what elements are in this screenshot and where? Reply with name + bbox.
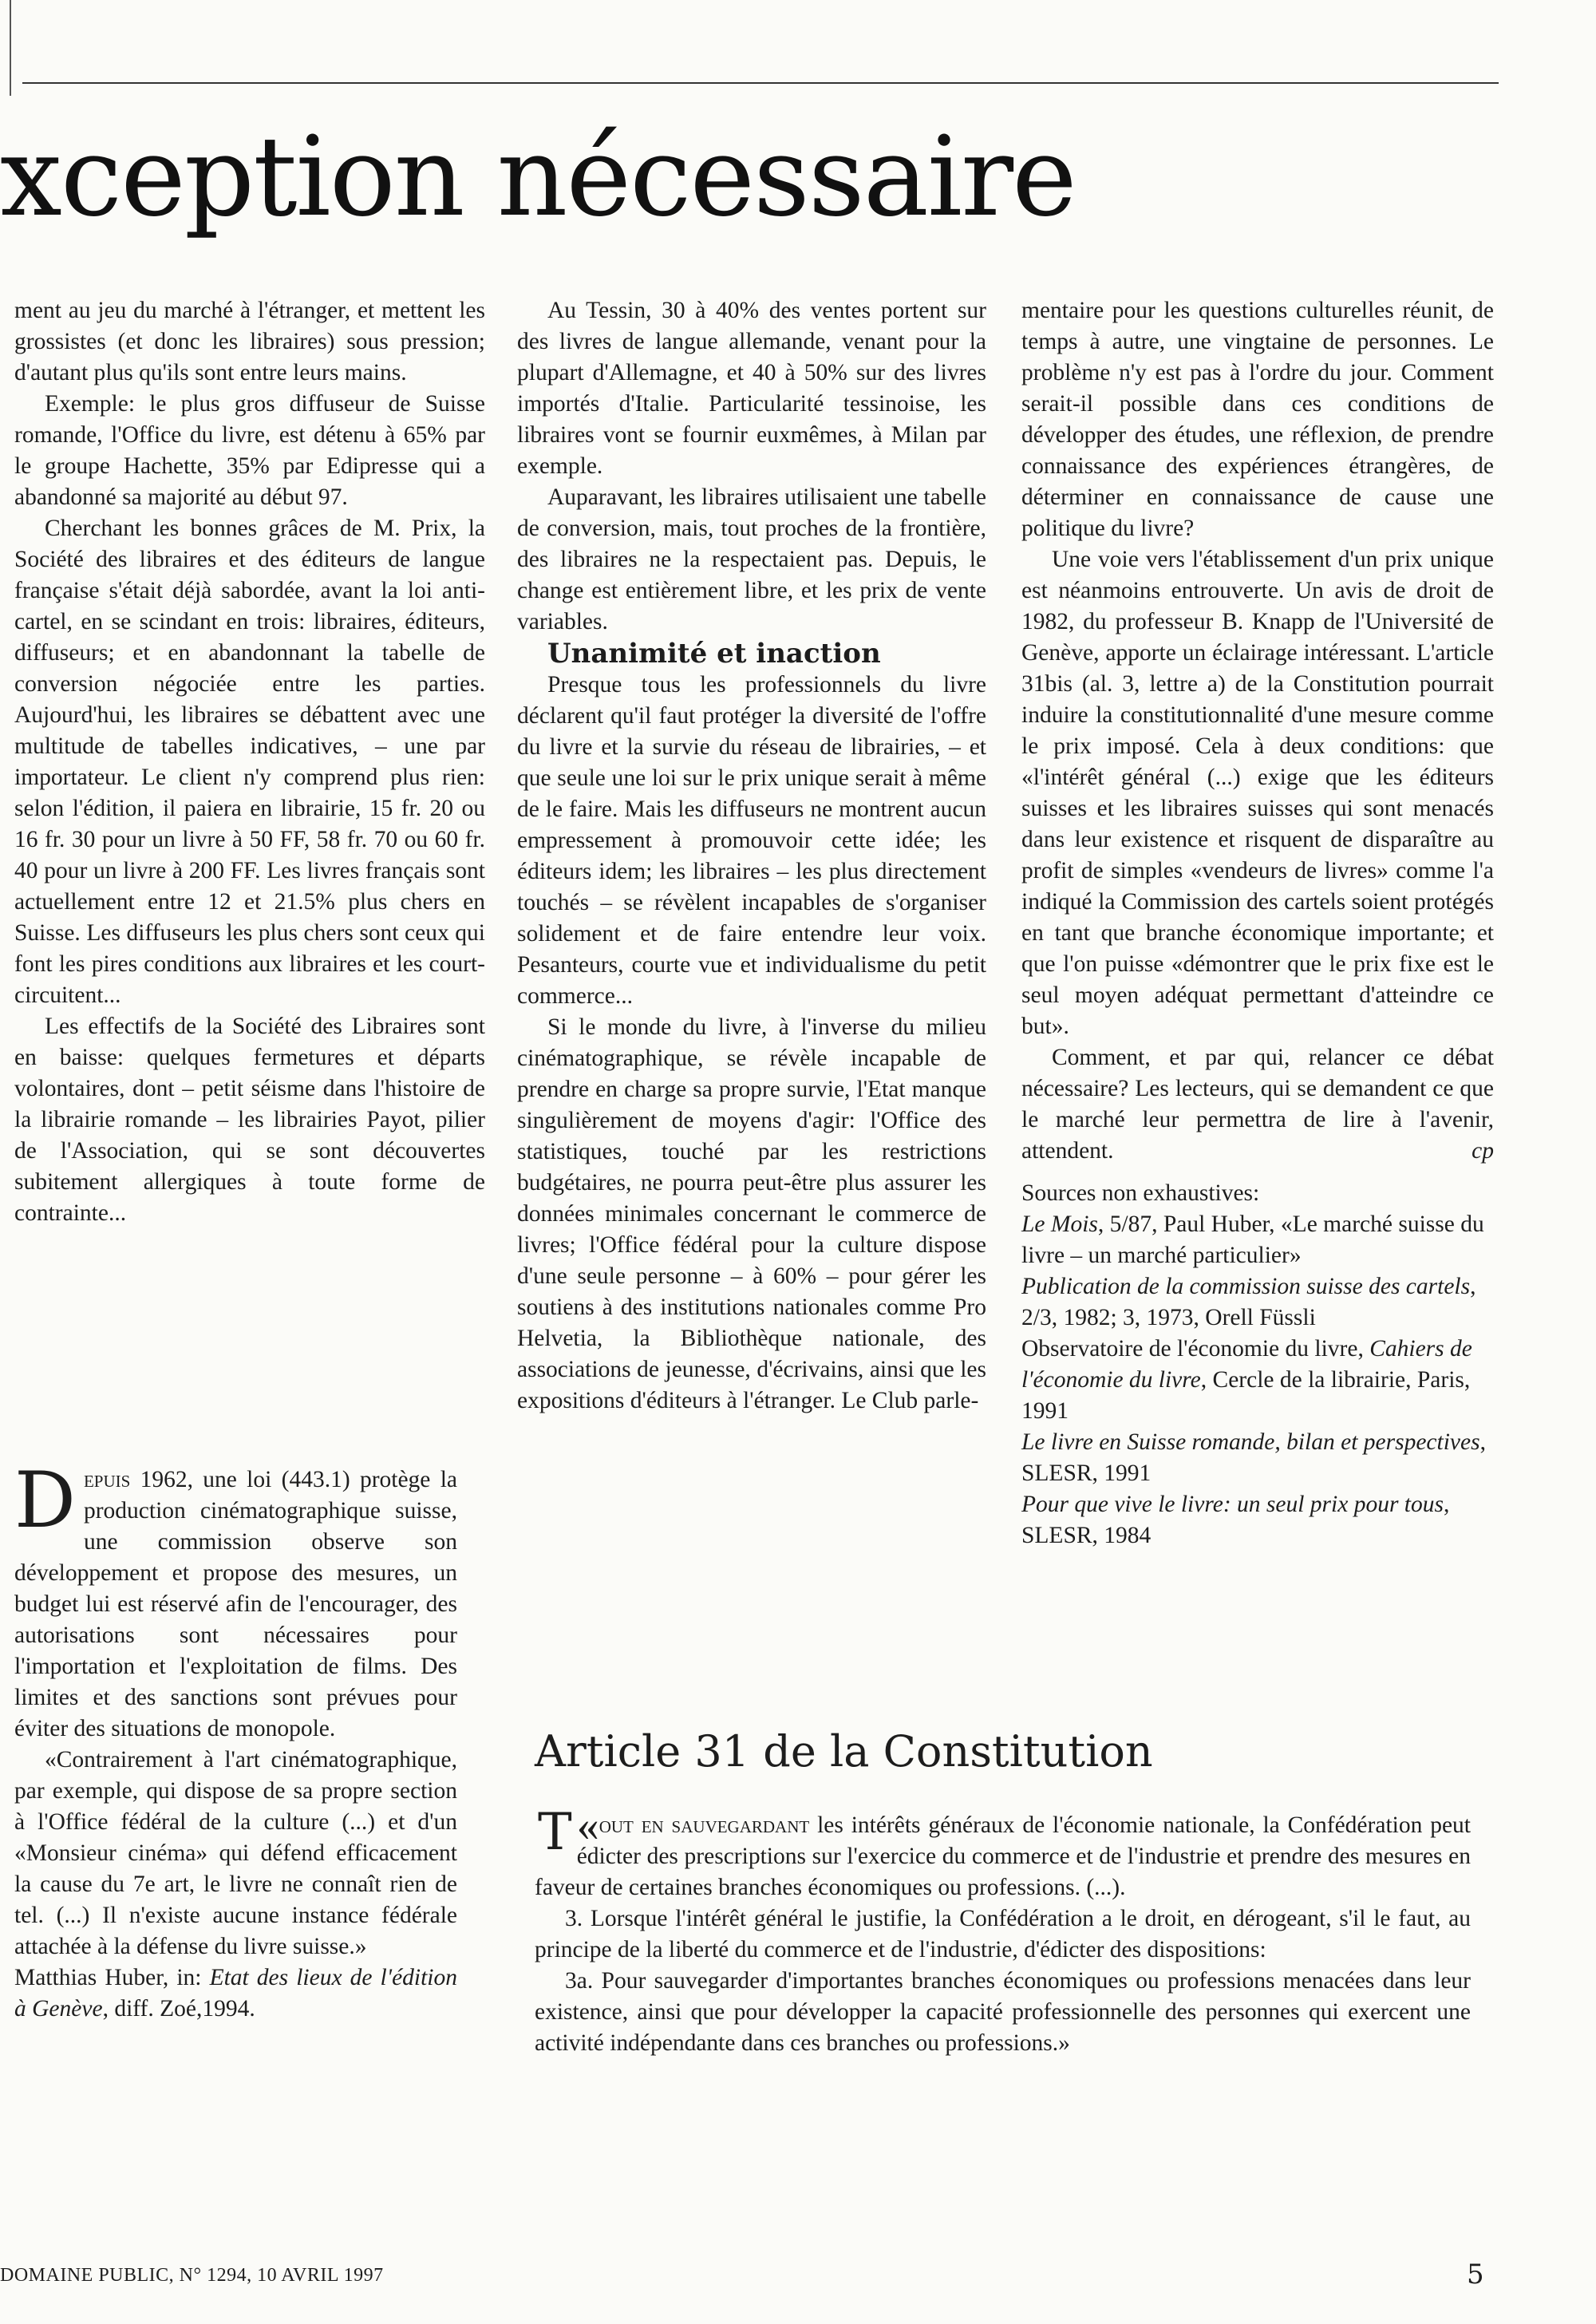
source-item [1021,1209,1494,1271]
col2-paragraph: Auparavant, les libraires utilisaient une tabelle de conversion, mais, tout proches de la frontière, des libraires ne la respectaient pas. Depuis, le change est entièrement libre, et les prix de vente variables. [517,484,986,634]
col2-subhead: Unanimité et inaction [547,638,881,670]
col1b-intro-text: 1962, une loi (443.1) protège la production cinématographique suisse, une commission observe son développement et propose des mesures, un budget lui est réservé afin de l'encourager, des autorisations sont nécessaires pour l'importation et l'exploitation de films. Des limites et des sanctions sont prévues pour éviter des situations de monopole. [14,1467,457,1741]
headline: xception nécessaire [0,113,1076,241]
source-title: Le livre en Suisse romande, bilan et perspectives [1021,1429,1480,1455]
source-item [1021,1271,1494,1334]
source-title: Pour que vive le livre: un seul prix pour tous [1021,1492,1444,1517]
box-paragraph: 3. Lorsque l'intérêt général le justifie, la Confédération a le droit, en dérogeant, s'il le faut, au principe de la liberté du commerce et de l'industrie, d'édicter des dispositions: [535,1906,1471,1962]
col2-paragraph: Si le monde du livre, à l'inverse du milieu cinématographique, se révèle incapable de prendre en charge sa propre survie, l'Etat manque singulièrement de moyens d'agir: l'Office des statistiques, touché par les restrictions budgétaires, ne pourra peut-être plus assurer les données minimales concernant le commerce de livres; l'Office fédéral pour la culture dispose d'une seule personne – à 60% – pour gérer les soutiens à des institutions nationales comme Pro Helvetia, la Bibliothèque nationale, des associations de jeunesse, d'écrivains, ainsi que les expositions d'éditeurs à l'étranger. Le Club parle- [517,1014,986,1413]
dropcap-d: D [14,1456,76,1545]
col3-paragraph: mentaire pour les questions culturelles réunit, de temps à autre, une vingtaine de personnes. Le problème n'y est pas à l'ordre du jour. Comment serait-il possible dans ces conditions de développer des études, une réflexion, de prendre connaissance des expériences étrangères, de déterminer en connaissance de cause une politique du livre? [1021,298,1494,541]
constitution-article-box [517,1724,1495,2059]
source-item [1021,1489,1494,1551]
col1-paragraph: Cherchant les bonnes grâces de M. Prix, la Société des libraires et des éditeurs de langue française s'était déjà sabordée, avant la loi anti-cartel, en se scindant en trois: libraires, éditeurs, diffuseurs; et en abandonnant la tabelle de conversion négociée entre les parties. Aujourd'hui, les libraires se débattent avec une multitude de tabelles indicatives, – une par importateur. Le client n'y comprend plus rien: selon l'édition, il paiera en librairie, 15 fr. 20 ou 16 fr. 30 pour un livre à 50 FF, 58 fr. 70 ou 60 fr. 40 pour un livre à 200 FF. Les livres français sont actuellement entre 12 et 21.5% plus chers en Suisse. Les diffuseurs les plus chers sont ceux qui font les pires conditions aux libraires et les court-circuitent... [14,516,485,1008]
footer-publication: DOMAINE PUBLIC, N° 1294, 10 AVRIL 1997 [0,2265,384,2286]
sources-list [1021,1178,1494,1551]
source-title: Cahiers de l'économie du livre [1021,1336,1472,1393]
attrib-rest: , diff. Zoé,1994. [102,1996,255,2022]
box-p1-text: les intérêts généraux de l'économie nationale, la Confédération peut édicter des prescriptions sur l'exercice du commerce et de l'industrie et prendre des mesures en faveur de certaines branches économiques ou professions. (...). [535,1812,1471,1900]
source-item [1021,1427,1494,1489]
col3-paragraph: Une voie vers l'établissement d'un prix unique est néanmoins entrouverte. Un avis de droit de 1982, du professeur B. Knapp de l'Université de Genève, apporte un éclairage intéressant. L'article 31bis (al. 3, lettre a) de la Constitution pourrait induire la constitutionnalité d'une mesure comme le prix imposé. Cela à deux conditions: que «l'intérêt général (...) exige que les éditeurs suisses et les libraires suisses qui sont menacés dans leur existence et risquent de disparaître au profit de simples «vendeurs de livres» comme l'a indiqué la Commission des cartels soient protégés en tant que branche économique importante; et que l'on puisse «démontrer que le prix fixe est le seul moyen adéquat permettant d'atteindre ce but». [1021,547,1494,1039]
column-1 [14,295,485,1229]
source-rest: , SLESR, 1984 [1021,1492,1450,1548]
col3-closing-text: Comment, et par qui, relancer ce débat nécessaire? Les lecteurs, qui se demandent ce que le marché leur permettra de lire à l'avenir, attendent. [1021,1045,1494,1164]
box-title: Article 31 de la Constitution [535,1726,1153,1777]
col1-paragraph: Les effectifs de la Société des Libraires sont en baisse: quelques fermetures et départs volontaires, dont – petit séisme dans l'histoire de la librairie romande – les librairies Payot, pilier de l'Association, qui se sont découvertes subitement allergiques à toute forme de contrainte... [14,1014,485,1226]
col3-paragraph [1021,1042,1494,1167]
opening-quote-mark: « [576,1801,599,1851]
source-rest: , 5/87, Paul Huber, «Le marché suisse du livre – un marché particulier» [1021,1211,1484,1268]
col1-paragraph: ment au jeu du marché à l'étranger, et mettent les grossistes (et donc les libraires) sous pression; d'autant plus qu'ils sont entre leurs mains. [14,298,485,385]
box-paragraph: 3a. Pour sauvegarder d'importantes branches économiques ou professions menacées dans leur existence, ainsi que pour développer la capacité professionnelle des personnes qui exercent une activité indépendante dans ces branches ou professions.» [535,1968,1471,2056]
attrib-name: Matthias Huber, in: [14,1965,210,1990]
scan-edge-line [10,0,11,96]
col1b-quote: «Contrairement à l'art cinématographique, par exemple, qui dispose de sa propre section à l'Office fédéral de la culture (...) et d'un «Monsieur cinéma» qui défend efficacement la cause du 7e art, le livre ne connaît rien de tel. (...) Il n'existe aucune instance fédérale attachée à la défense du livre suisse.» [14,1747,457,1959]
source-rest: , Cercle de la librairie, Paris, 1991 [1021,1367,1471,1424]
col1b-attribution [14,1962,457,2025]
source-rest: , SLESR, 1991 [1021,1429,1486,1486]
box-text [517,1801,1495,2059]
author-signature: cp [1472,1138,1494,1164]
source-title: Publication de la commission suisse des cartels [1021,1274,1471,1299]
col1b-smallcaps: epuis [83,1467,131,1492]
col1-paragraph: Exemple: le plus gros diffuseur de Suisse romande, l'Office du livre, est détenu à 65% par le groupe Hachette, 35% par Edipresse qui a abandonné sa majorité au début 97. [14,391,485,510]
column-3 [1021,295,1494,1551]
box-paragraph [535,1801,1471,1903]
source-rest: , 2/3, 1982; 3, 1973, Orell Füssli [1021,1274,1476,1330]
col1b-intro [14,1456,457,1745]
col2-paragraph: Presque tous les professionnels du livre déclarent qu'il faut protéger la diversité de l'offre du livre et la survie du réseau de librairies, – et que seule une loi sur le prix unique serait à même de le faire. Mais les diffuseurs ne montrent aucun empressement à promouvoir cette idée; les éditeurs idem; les libraires – les plus directement touchés – se révèlent incapables de s'organiser solidement et de faire entendre leur voix. Pesanteurs, courte vue et individualisme du petit commerce... [517,672,986,1009]
sources-label: Sources non exhaustives: [1021,1180,1260,1206]
column-2 [517,295,986,1417]
source-title: Le Mois [1021,1211,1098,1237]
dropcap-t: T [538,1803,572,1862]
attrib-title: Etat des lieux de l'édition à Genève [14,1965,457,2022]
top-rule [22,82,1499,84]
source-plain: Observatoire de l'économie du livre, [1021,1336,1370,1362]
box-smallcaps: out en sauvegardant [598,1812,810,1838]
source-item [1021,1334,1494,1427]
column-1-lower-article [14,1456,457,2025]
col2-paragraph: Au Tessin, 30 à 40% des ventes portent sur des livres de langue allemande, venant pour la plupart d'Allemagne, et 40 à 50% sur des livres importés d'Italie. Particularité tessinoise, les libraires vont se fournir euxmêmes, à Milan par exemple. [517,298,986,479]
page-number: 5 [1467,2259,1484,2290]
